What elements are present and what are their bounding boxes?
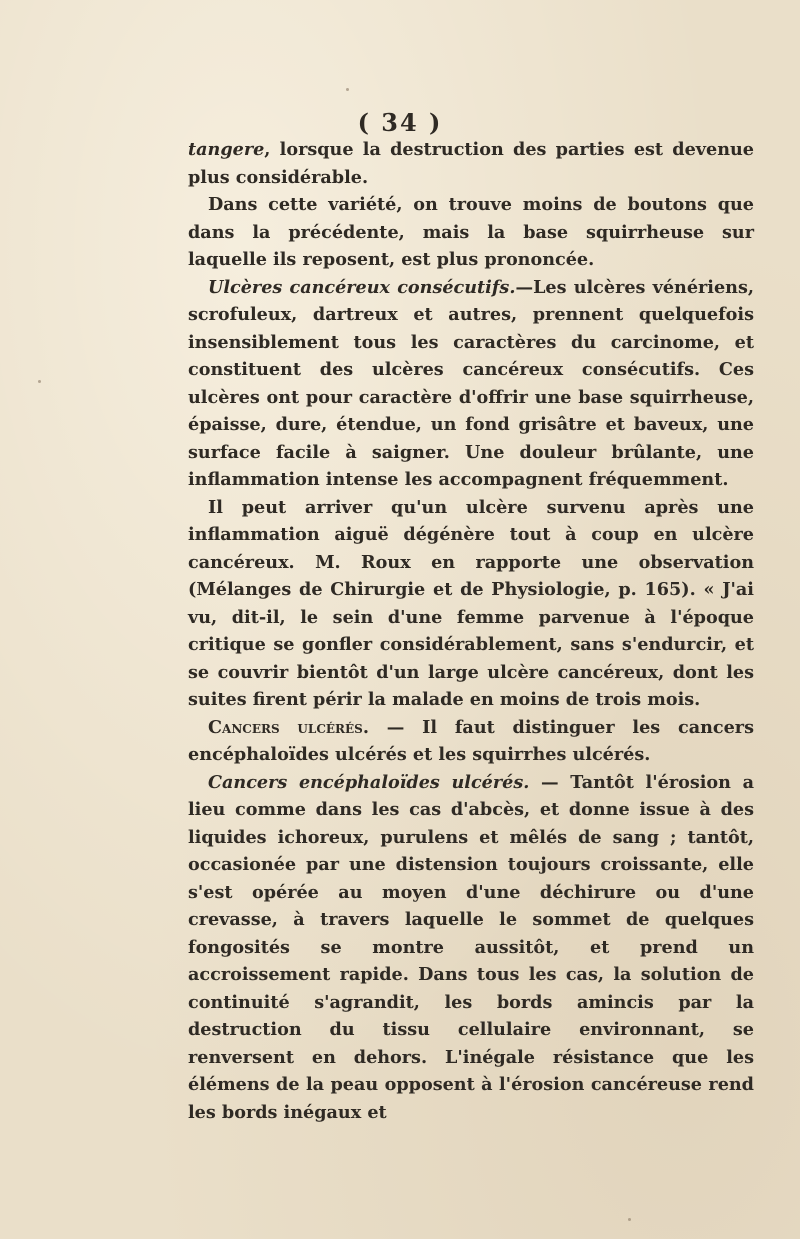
paragraph-text: Il peut arriver qu'un ulcère survenu après une inflammation aiguë dégénère tout à coup en ulcère cancéreux. M. Roux en rapporte une observation (Mélanges de Chirurgie et de Physiologie, p. 165). « J'ai vu, dit-il, le sein d'une femme parvenue à l'époque critique se gonfler considérablement, sans s'endurcir, et se couvrir bientôt d'un large ulcère cancéreux, dont les suites firent périr la malade en moins de trois mois. <box>188 496 754 710</box>
section-heading: Cancers encéphaloïdes ulcérés. <box>208 771 530 793</box>
paper-speck <box>628 1218 631 1221</box>
paragraph-text: , lorsque la destruction des parties est devenue plus considérable. <box>188 139 754 188</box>
paragraph-text: Dans cette variété, on trouve moins de boutons que dans la précédente, mais la base squirrheuse sur laquelle ils reposent, est plus prononcée. <box>188 194 754 270</box>
paragraph-6 <box>188 769 754 1127</box>
paragraph-text: —Les ulcères vénériens, scrofuleux, dartreux et autres, prennent quelquefois insensiblement tous les caractères du carcinome, et constituent des ulcères cancéreux consécutifs. Ces ulcères ont pour caractère d'offrir une base squirrheuse, épaisse, dure, étendue, un fond grisâtre et baveux, une surface facile à saigner. Une douleur brûlante, une inflammation intense les accompagnent fréquemment. <box>188 276 755 490</box>
paper-speck <box>38 380 41 383</box>
paragraph-text: . — Il faut distinguer les cancers encéphaloïdes ulcérés et les squirrhes ulcérés. <box>188 716 754 765</box>
paragraph-text: — Tantôt l'érosion a lieu comme dans les cas d'abcès, et donne issue à des liquides ichoreux, purulens et mêlés de sang ; tantôt, occasionée par une distension toujours croissante, elle s'est opérée au moyen d'une déchirure ou d'une crevasse, à travers laquelle le sommet de quelques fongosités se montre aussitôt, et prend un accroissement rapide. Dans tous les cas, la solution de continuité s'agrandit, les bords amincis par la destruction du tissu cellulaire environnant, se renversent en dehors. L'inégale résistance que les élémens de la peau opposent à l'érosion cancéreuse rend les bords inégaux et <box>188 771 754 1123</box>
paragraph-3 <box>188 274 754 494</box>
section-heading: Cancers ulcérés <box>208 716 363 738</box>
paragraph-1 <box>188 136 754 191</box>
italic-term: tangere <box>188 139 265 160</box>
body-text <box>188 136 754 1126</box>
paper-speck <box>346 88 349 91</box>
paragraph-2 <box>188 191 754 274</box>
section-heading: Ulcères cancéreux consécutifs. <box>208 276 516 298</box>
paragraph-4 <box>188 494 754 714</box>
paragraph-5 <box>188 714 754 769</box>
page-number: ( 34 ) <box>357 108 443 137</box>
